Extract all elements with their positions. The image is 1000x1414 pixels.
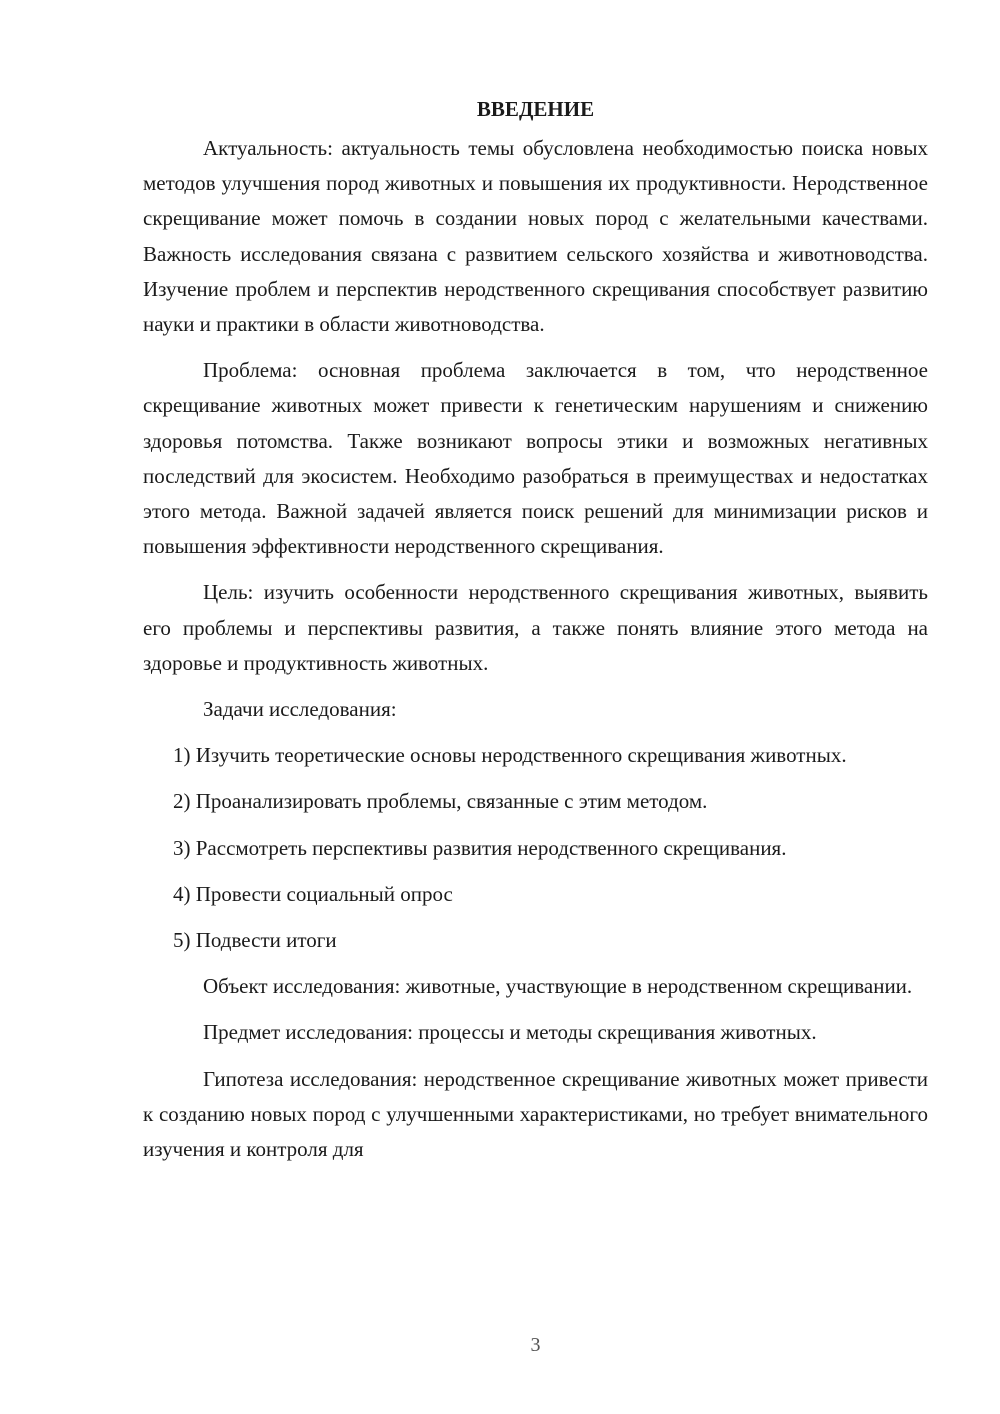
page-number: 3 [530, 1334, 541, 1356]
paragraph-subject: Предмет исследования: процессы и методы скрещивания животных. [203, 1020, 817, 1045]
task-item: 5) Подвести итоги [173, 928, 337, 953]
paragraph-goal: Цель: изучить особенности неродственного скрещивания животных, выявить его проблемы и перспективы развития, а также понять влияние этого метода на здоровье и продуктивность животных. [143, 580, 928, 675]
section-title: ВВЕДЕНИЕ [476, 97, 595, 121]
task-item: 2) Проанализировать проблемы, связанные с этим методом. [173, 789, 708, 814]
paragraph-relevance: Актуальность: актуальность темы обусловлена необходимостью поиска новых методов улучшения пород животных и повышения их продуктивности. Неродственное скрещивание может помочь в создании новых пород с желательными качествами. Важность исследования связана с развитием сельского хозяйства и животноводства. Изучение проблем и перспектив неродственного скрещивания способствует развитию науки и практики в области животноводства. [143, 136, 928, 337]
paragraph-problem: Проблема: основная проблема заключается в том, что неродственное скрещивание животных может привести к генетическим нарушениям и снижению здоровья потомства. Также возникают вопросы этики и возможных негативных последствий для экосистем. Необходимо разобраться в преимуществах и недостатках этого метода. Важной задачей является поиск решений для минимизации рисков и повышения эффективности неродственного скрещивания. [143, 358, 928, 559]
paragraph-object: Объект исследования: животные, участвующие в неродственном скрещивании. [203, 974, 913, 999]
task-item: 4) Провести социальный опрос [173, 881, 453, 906]
paragraph-tasks-heading: Задачи исследования: [203, 697, 397, 722]
task-item: 1) Изучить теоретические основы неродственного скрещивания животных. [173, 743, 847, 768]
task-item: 3) Рассмотреть перспективы развития неродственного скрещивания. [173, 835, 787, 860]
document-page [143, 92, 928, 1178]
paragraph-hypothesis: Гипотеза исследования: неродственное скрещивание животных может привести к созданию новых пород с улучшенными характеристиками, но требует внимательного изучения и контроля для [143, 1066, 928, 1162]
